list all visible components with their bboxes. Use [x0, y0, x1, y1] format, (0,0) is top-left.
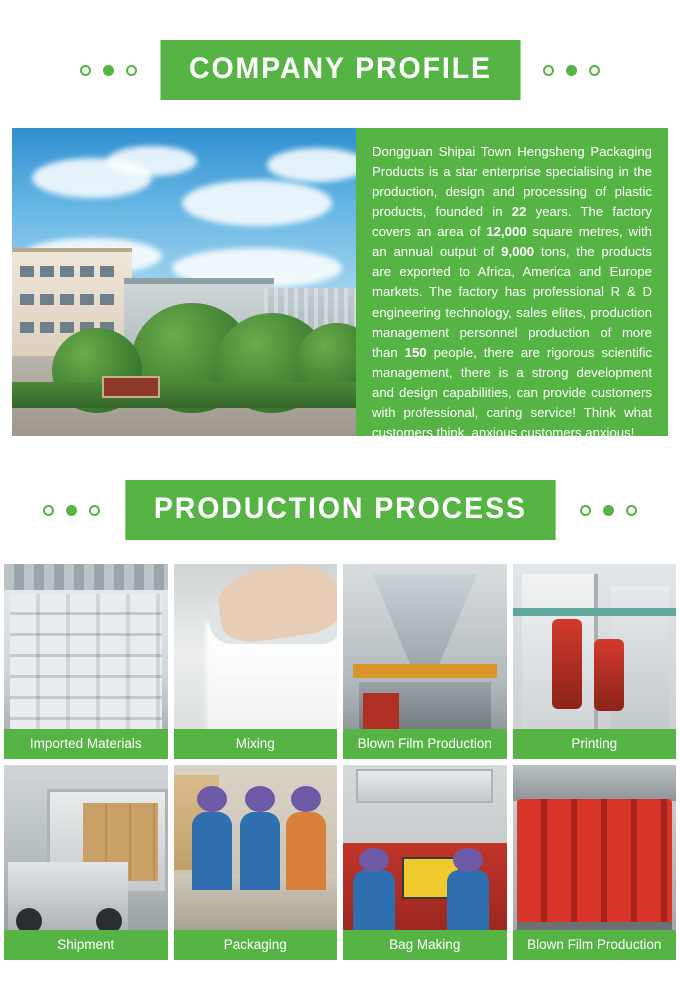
factory-building-photo	[12, 128, 356, 436]
circle-outline-icon	[543, 65, 554, 76]
decor-dots-right	[580, 505, 637, 516]
circle-outline-icon	[89, 505, 100, 516]
process-step-label: Printing	[513, 729, 677, 759]
process-step-card	[174, 765, 338, 960]
process-step-label: Blown Film Production	[343, 729, 507, 759]
circle-filled-icon	[566, 65, 577, 76]
decor-dots-left	[80, 65, 137, 76]
process-step-card	[513, 765, 677, 960]
circle-outline-icon	[43, 505, 54, 516]
circle-outline-icon	[580, 505, 591, 516]
process-step-card	[343, 564, 507, 759]
company-profile-block	[12, 128, 668, 440]
process-step-card	[513, 564, 677, 759]
cloud-shape	[267, 148, 356, 182]
production-process-grid	[4, 564, 676, 960]
process-step-label: Blown Film Production	[513, 930, 677, 960]
process-step-label: Bag Making	[343, 930, 507, 960]
circle-outline-icon	[589, 65, 600, 76]
hedge-shape	[12, 382, 356, 408]
decor-dots-right	[543, 65, 600, 76]
process-step-label: Packaging	[174, 930, 338, 960]
company-profile-heading-row	[0, 40, 680, 100]
process-step-card	[174, 564, 338, 759]
process-step-label: Imported Materials	[4, 729, 168, 759]
circle-outline-icon	[126, 65, 137, 76]
production-process-title: PRODUCTION PROCESS	[125, 480, 555, 540]
process-step-label: Mixing	[174, 729, 338, 759]
circle-filled-icon	[103, 65, 114, 76]
circle-outline-icon	[626, 505, 637, 516]
factory-signboard	[102, 376, 160, 398]
company-profile-page	[0, 40, 680, 994]
process-step-label: Shipment	[4, 930, 168, 960]
cloud-shape	[107, 146, 197, 176]
production-process-heading-row	[0, 480, 680, 540]
process-step-card	[4, 765, 168, 960]
process-step-card	[4, 564, 168, 759]
company-profile-title: COMPANY PROFILE	[160, 40, 520, 100]
process-step-card	[343, 765, 507, 960]
company-profile-paragraph: Dongguan Shipai Town Hengsheng Packaging Products is a star enterprise specialising in the production, design and processing of plastic products, founded in 22 years. The factory covers an area of 12,000 square metres, with an annual output of 9,000 tons, the products are exported to Africa, America and Europe markets. The factory has professional R & D engineering technology, sales elites, production management personnel production of more than 150 people, there are rigorous scientific management, there is a strong development and design capabilities, can provide customers with professional, caring service! Think what customers think, anxious customers anxious!	[356, 128, 668, 436]
circle-filled-icon	[603, 505, 614, 516]
circle-outline-icon	[80, 65, 91, 76]
decor-dots-left	[43, 505, 100, 516]
cloud-shape	[182, 180, 332, 226]
circle-filled-icon	[66, 505, 77, 516]
